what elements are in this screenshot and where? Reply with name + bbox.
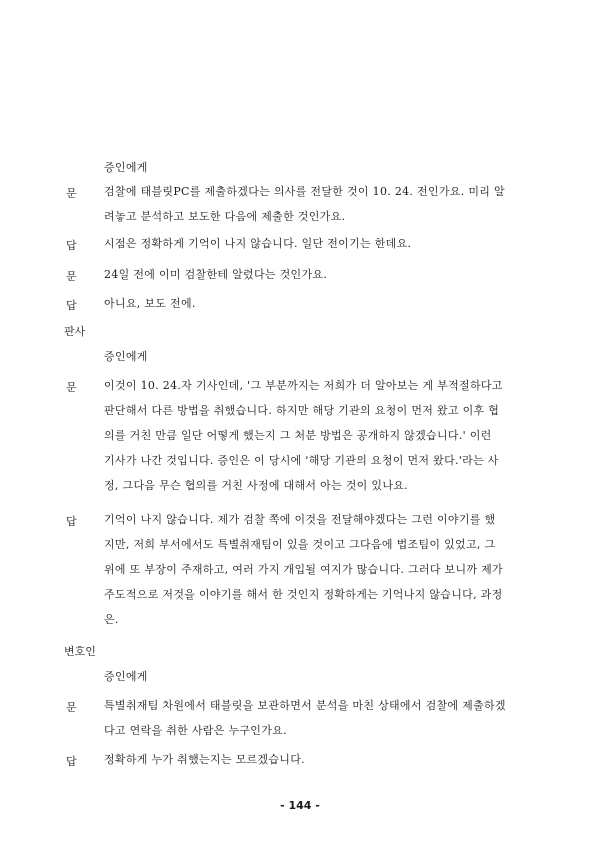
question-text-line: 특별취재팀 차원에서 태블릿을 보관하면서 분석을 마친 상태에서 검찰에 제출하겠	[104, 699, 506, 712]
answer-text-line: 정확하게 누가 취했는지는 모르겠습니다.	[104, 753, 305, 766]
question-text-line: 검찰에 태블릿PC를 제출하겠다는 의사를 전달한 것이 10. 24. 전인가요. 미리 알	[104, 185, 505, 198]
question-label: 문	[66, 381, 77, 394]
answer-text-line: 시점은 정확하게 기억이 나지 않습니다. 일단 전이기는 한데요.	[104, 237, 412, 250]
question-text-line: 이것이 10. 24.자 기사인데, '그 부분까지는 저희가 더 알아보는 게 부적절하다고	[104, 379, 503, 392]
question-text-line: 려놓고 분석하고 보도한 다음에 제출한 것인가요.	[104, 210, 346, 223]
answer-label: 답	[66, 755, 77, 768]
question-text-line: 정, 그다음 무슨 협의를 거친 사정에 대해서 아는 것이 있나요.	[104, 479, 408, 492]
answer-label: 답	[66, 299, 77, 312]
answer-text-line: 주도적으로 저것을 이야기를 해서 한 것인지 정확하게는 기억나지 않습니다, 과정	[104, 588, 503, 601]
question-text-line: 다고 연락을 취한 사람은 누구인가요.	[104, 724, 287, 737]
answer-label: 답	[66, 239, 77, 252]
speaker-judge: 판사	[64, 325, 86, 338]
answer-text-line: 은.	[104, 613, 119, 626]
addressee: 증인에게	[104, 670, 148, 683]
answer-text-line: 기억이 나지 않습니다. 제가 검찰 쪽에 이것을 전달해야겠다는 그런 이야기를 했	[104, 513, 496, 526]
addressee: 증인에게	[104, 350, 148, 363]
addressee: 증인에게	[104, 161, 148, 174]
question-text-line: 기사가 나간 것입니다. 증인은 이 당시에 '해당 기관의 요청이 먼저 왔다.'라는 사	[104, 454, 499, 467]
speaker-defense-counsel: 변호인	[64, 645, 96, 658]
question-text-line: 의를 거친 만큼 일단 어떻게 했는지 그 처분 방법은 공개하지 않겠습니다.' 이런	[104, 429, 492, 442]
answer-text-line: 아니요, 보도 전에.	[104, 297, 196, 310]
answer-text-line: 지만, 저희 부서에서도 특별취재팀이 있을 것이고 그다음에 법조팀이 있었고, 그	[104, 538, 496, 551]
answer-text-line: 위에 또 부장이 주재하고, 여러 가지 개입될 여지가 많습니다. 그러다 보니까 제가	[104, 563, 503, 576]
question-label: 문	[66, 270, 77, 283]
answer-label: 답	[66, 515, 77, 528]
page-number: - 144 -	[280, 799, 320, 812]
question-label: 문	[66, 187, 77, 200]
question-text-line: 판단해서 다른 방법을 취했습니다. 하지만 해당 기관의 요청이 먼저 왔고 이후 협	[104, 404, 500, 417]
question-label: 문	[66, 701, 77, 714]
question-text-line: 24일 전에 이미 검찰한테 알렸다는 것인가요.	[104, 268, 328, 281]
